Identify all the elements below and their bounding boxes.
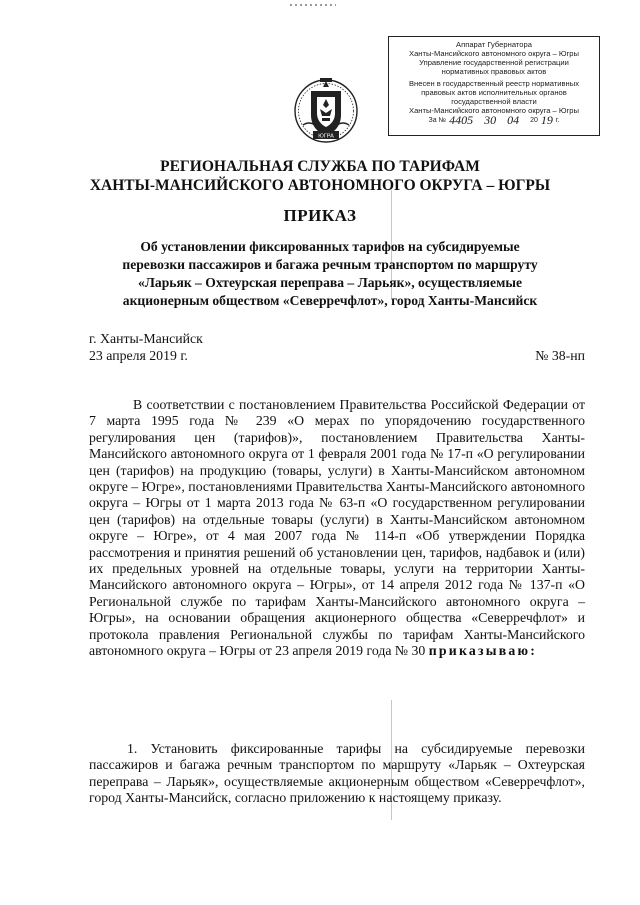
stamp-reg-year: 19	[540, 113, 553, 127]
stamp-reg-suffix: г.	[555, 117, 560, 124]
document-type: ПРИКАЗ	[283, 206, 357, 225]
scan-speckle	[290, 4, 336, 6]
subject-line-1: Об установлении фиксированных тарифов на субсидируемые	[140, 239, 520, 254]
stamp-line-1: Аппарат Губернатора	[456, 40, 532, 49]
order-item-1: 1. Установить фиксированные тарифы на субсидируемые перевозки пассажиров и багажа речным транспортом по маршруту «Ларьяк – Охтеурская переправа – Ларьяк», осуществляемые акционерным обществом «Северречфлот», город Ханты-Мансийск, согласно приложению к настоящему приказу.	[89, 741, 585, 806]
document-number: № 38-нп	[535, 348, 585, 363]
stamp-reg-day: 30	[484, 113, 497, 127]
stamp-registration-line	[393, 113, 595, 127]
registration-stamp	[388, 36, 600, 136]
stamp-reg-month: 04	[507, 113, 520, 127]
stamp-line-7: государственной власти	[451, 97, 537, 106]
document-date: 23 апреля 2019 г.	[89, 348, 188, 363]
subject-line-3: «Ларьяк – Охтеурская переправа – Ларьяк», осуществляемые	[138, 275, 522, 290]
stamp-line-6: правовых актов исполнительных органов	[421, 88, 567, 97]
stamp-line-5: Внесен в государственный реестр нормативных	[408, 79, 580, 88]
order-word: приказываю:	[428, 643, 537, 659]
coat-of-arms	[293, 75, 359, 145]
khmao-coat-of-arms-icon	[293, 75, 359, 145]
stamp-reg-year-prefix: 20	[530, 117, 538, 124]
org-title-line-1: РЕГИОНАЛЬНАЯ СЛУЖБА ПО ТАРИФАМ	[160, 158, 480, 175]
stamp-line-4: нормативных правовых актов	[441, 67, 547, 76]
document-place: г. Ханты-Мансийск	[89, 331, 203, 346]
stamp-line-3: Управление государственной регистрации	[419, 58, 569, 67]
preamble-text: В соответствии с постановлением Правительства Российской Федерации от 7 марта 1995 года № 239 «О мерах по упорядочению государственного регулирования цен (тарифов)», постановлением Правительства Ханты-Мансийского автономного округа от 1 февраля 2001 года № 17-п «О регулировании цен (тарифов) на продукцию (товары, услуги) в Ханты-Мансийском автономном округе – Югре», постановлениями Правительства Ханты-Мансийского автономного округа – Югры от 1 марта 2013 года № 63-п «О государственном регулировании цен (тарифов) на отдельные товары (услуги) в Ханты-Мансийском автономном округе – Югре», от 4 мая 2007 года № 114-п «Об утверждении Порядка рассмотрения и принятия решений об установлении цен, тарифов, надбавок и (или) их предельных уровней на отдельные товары, услуги на территории Ханты-Мансийского автономного округа – Югры», от 14 апреля 2012 года № 137-п «О Региональной службе по тарифам Ханты-Мансийского автономного округа – Югры», на основании обращения акционерного общества «Северречфлот» и протокола правления Региональной службы по тарифам Ханты-Мансийского автономного округа – Югры от 23 апреля 2019 года № 30	[89, 397, 585, 659]
stamp-reg-number: 4405	[449, 113, 474, 127]
preamble-paragraph	[89, 397, 585, 660]
org-title-line-2: ХАНТЫ-МАНСИЙСКОГО АВТОНОМНОГО ОКРУГА – ЮГРЫ	[89, 177, 551, 194]
stamp-line-8: Ханты-Мансийского автономного округа – Югры	[409, 106, 579, 115]
stamp-reg-prefix: За №	[428, 117, 447, 124]
subject-title	[70, 238, 590, 310]
stamp-line-2: Ханты-Мансийского автономного округа – Югры	[409, 49, 579, 58]
subject-line-4: акционерным обществом «Северречфлот», город Ханты-Мансийск	[122, 293, 538, 308]
emblem-label: ЮГРА	[318, 133, 334, 140]
subject-line-2: перевозки пассажиров и багажа речным транспортом по маршруту	[122, 257, 538, 272]
